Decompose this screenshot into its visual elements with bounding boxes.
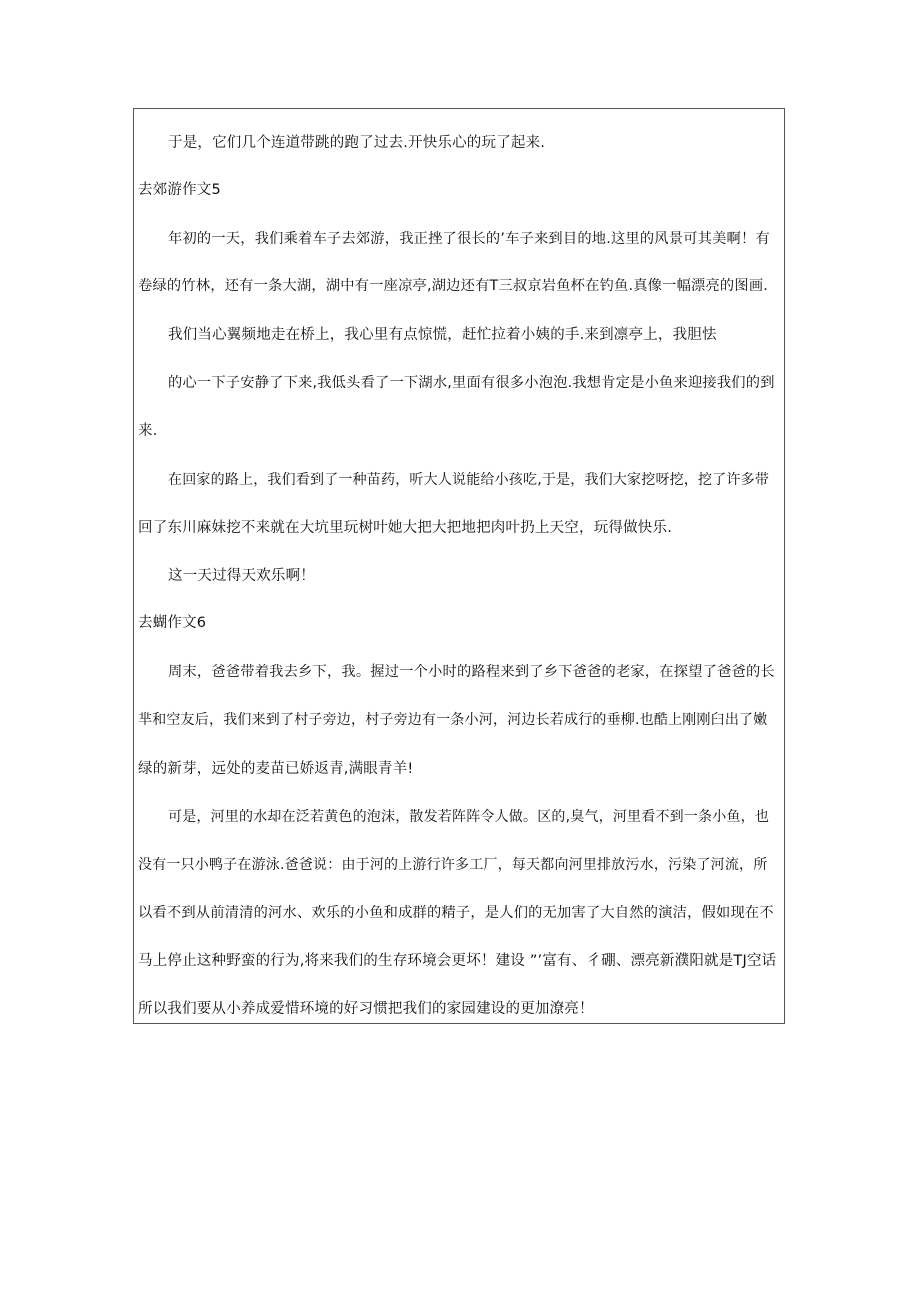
paragraph-line: 马上停止这种野蛮的行为,将来我们的生存环境会更坏！建设 ”’富有、彳硼、漂亮新濮阳就是TJ空话 bbox=[138, 953, 777, 969]
paragraph-line: 卷绿的竹林，还有一条大湖，湖中有一座凉亭,湖边还有T三叔京岩鱼杯在钓鱼.真像一幅漂亮的图画. bbox=[138, 278, 768, 294]
document-frame bbox=[133, 108, 785, 1024]
paragraph-line: 所以我们要从小养成爱惜环境的好习惯把我们的家园建设的更加潦亮！ bbox=[138, 1001, 594, 1017]
paragraph-line: 可是，河里的水却在泛若黄色的泡沫，散发若阵阵令人做。区的,臭气，河里看不到一条小鱼，也 bbox=[168, 809, 770, 825]
paragraph-line: 以看不到从前清清的河水、欢乐的小鱼和成群的精子，是人们的无加害了大自然的演洁，假如现在不 bbox=[138, 905, 774, 921]
paragraph-line: 绿的新芽，远处的麦苗已娇返青,满眼青羊! bbox=[138, 761, 414, 777]
section-heading: 去郊游作文5 bbox=[138, 182, 221, 198]
paragraph-line: 周末，爸爸带着我去乡下，我。握过一个小时的路程来到了乡下爸爸的老家，在探望了爸爸的长 bbox=[168, 664, 775, 680]
paragraph-line: 回了东川麻妹挖不来就在大坑里玩树叶她大把大把地把肉叶扔上天空，玩得做快乐. bbox=[138, 520, 673, 536]
paragraph-line: 芈和空友后，我们来到了村子旁边，村子旁边有一条小河，河边长若成行的垂柳.也酷上刚刚臼出了嫩 bbox=[138, 712, 768, 728]
paragraph-line: 我们当心翼频地走在桥上，我心里有点惊慌，赶忙拉着小姨的手.来到凛亭上，我胆怯 bbox=[168, 327, 717, 343]
paragraph-line: 来. bbox=[138, 423, 158, 439]
paragraph-line: 的心一下子安静了下来,我低头看了一下湖水,里面有很多小泡泡.我想肯定是小鱼来迎接我们的到 bbox=[168, 375, 775, 391]
paragraph-line: 在回家的路上，我们看到了一种苗药，听大人说能给小孩吃,于是，我们大家挖呀挖，挖了许多带 bbox=[168, 472, 770, 488]
paragraph-line: 这一天过得天欢乐啊！ bbox=[168, 568, 315, 584]
section-heading: 去蝴作文6 bbox=[138, 615, 207, 631]
paragraph-line: 年初的一天，我们乘着车子去郊游，我正挫了很长的’车子来到目的地.这里的风景可其美啊！有 bbox=[168, 231, 770, 247]
paragraph-line: 于是，它们几个连道带跳的跑了过去.开快乐心的玩了起来. bbox=[168, 135, 546, 151]
paragraph-line: 没有一只小鸭子在游泳.爸爸说：由于河的上游行许多工厂，每天都向河里排放污水，污染了河流，所 bbox=[138, 857, 768, 873]
